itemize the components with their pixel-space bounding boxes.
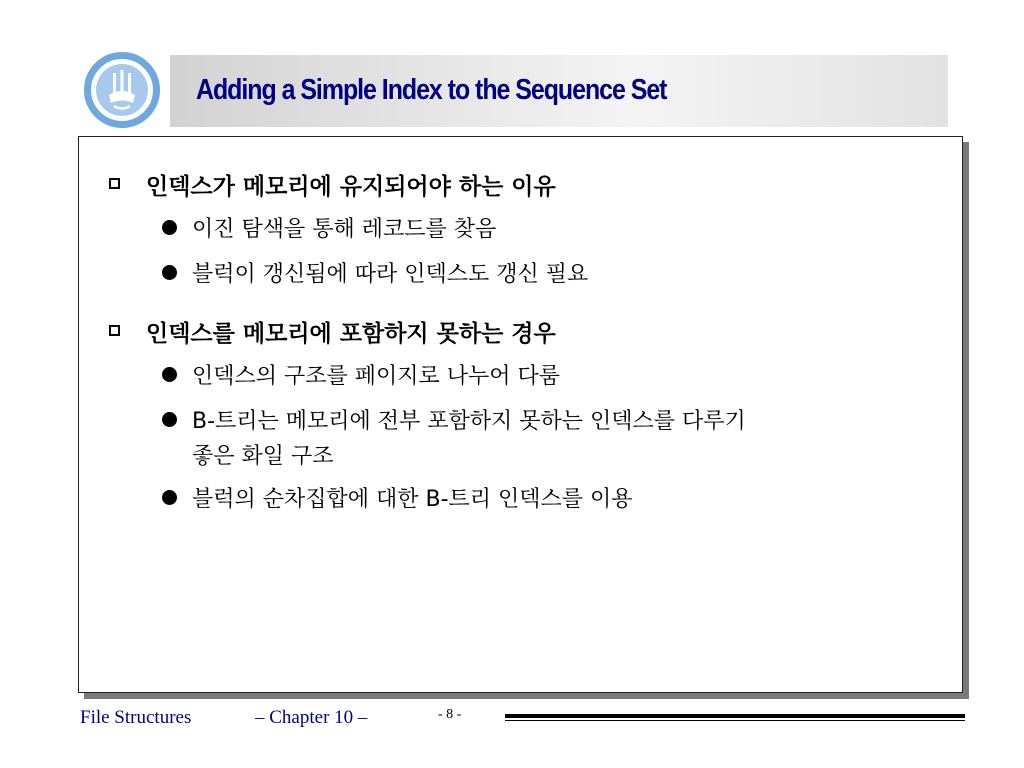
filled-circle-bullet-icon [162,490,177,505]
filled-circle-bullet-icon [162,265,177,280]
footer-page-number: - 8 - [438,707,462,722]
slide-title: Adding a Simple Index to the Sequence Set [196,74,667,106]
university-seal-logo [83,51,161,129]
hollow-square-bullet-icon [109,325,120,336]
footer-rule-thin [505,720,965,721]
footer-course: File Structures [80,707,192,728]
filled-circle-bullet-icon [162,412,177,427]
filled-circle-bullet-icon [162,367,177,382]
footer-chapter: – Chapter 10 – [255,707,368,728]
university-seal-icon [83,51,161,129]
bullet-item: 이진 탐색을 통해 레코드를 찾음 [192,217,497,242]
bullet-item: 인덱스의 구조를 페이지로 나누어 다룸 [192,364,561,389]
bullet-item: 블럭이 갱신됨에 따라 인덱스도 갱신 필요 [192,262,589,287]
section-heading: 인덱스를 메모리에 포함하지 못하는 경우 [146,321,556,347]
hollow-square-bullet-icon [109,178,120,189]
bullet-item-continuation: 좋은 화일 구조 [192,444,334,469]
section-heading: 인덱스가 메모리에 유지되어야 하는 이유 [146,174,556,200]
bullet-item: B-트리는 메모리에 전부 포함하지 못하는 인덱스를 다루기 [192,409,746,434]
bullet-item: 블럭의 순차집합에 대한 B-트리 인덱스를 이용 [192,487,633,512]
footer-rule [505,714,965,718]
filled-circle-bullet-icon [162,220,177,235]
